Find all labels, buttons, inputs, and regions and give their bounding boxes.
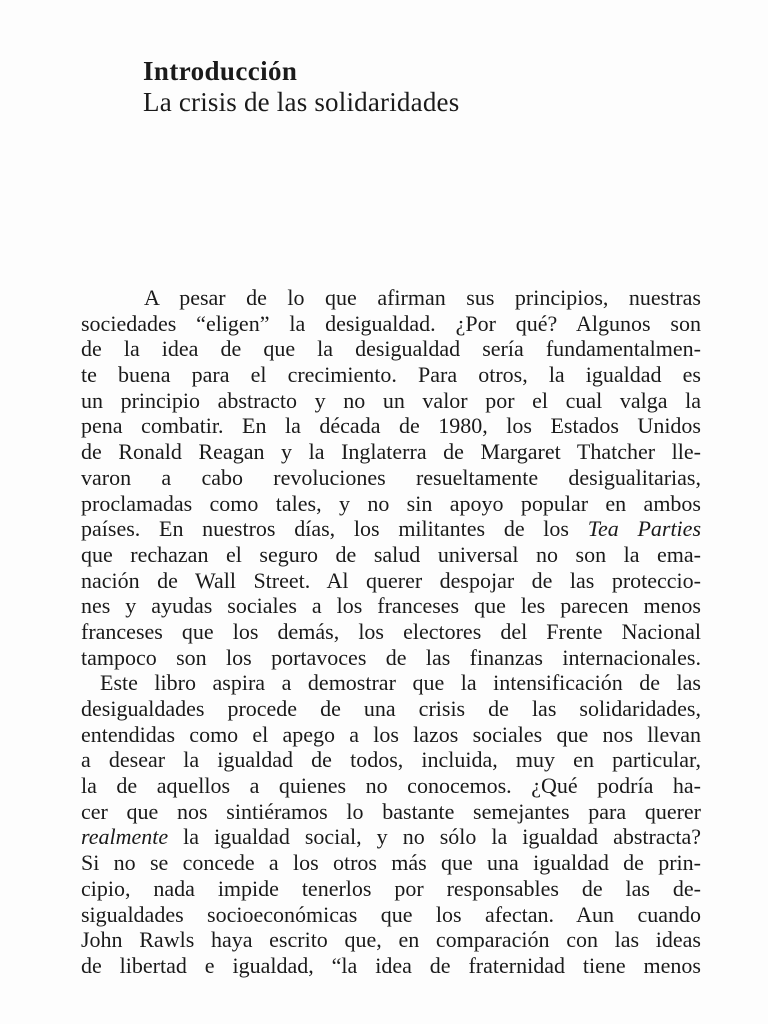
text-line: te buena para el crecimiento. Para otros, la igualdad es bbox=[81, 362, 701, 388]
text-line: que rechazan el seguro de salud universal no son la ema- bbox=[81, 541, 701, 567]
body-text bbox=[81, 285, 701, 979]
text-segment: la igualdad social, y no sólo la igualdad abstracta? bbox=[168, 824, 701, 850]
text-line: A pesar de lo que afirman sus principios, nuestras bbox=[144, 285, 701, 310]
italic-phrase: Tea Parties bbox=[587, 516, 701, 542]
text-line: tampoco son los portavoces de las finanzas internacionales. bbox=[81, 644, 701, 670]
text-line: proclamadas como tales, y no sin apoyo popular en ambos bbox=[81, 490, 701, 516]
text-line: cer que nos sintiéramos lo bastante semejantes para querer bbox=[81, 798, 701, 824]
text-line: John Rawls haya escrito que, en comparación con las ideas bbox=[81, 927, 701, 953]
text-line: Este libro aspira a demostrar que la intensificación de las bbox=[100, 670, 701, 696]
text-line bbox=[81, 516, 701, 542]
text-line: de libertad e igualdad, “la idea de fraternidad tiene menos bbox=[81, 952, 701, 978]
chapter-title: La crisis de las solidaridades bbox=[143, 87, 460, 117]
chapter-heading bbox=[143, 56, 703, 118]
text-line bbox=[81, 824, 701, 850]
text-line: de Ronald Reagan y la Inglaterra de Margaret Thatcher lle- bbox=[81, 439, 701, 465]
text-line: la de aquellos a quienes no conocemos. ¿Qué podría ha- bbox=[81, 773, 701, 799]
text-line: nes y ayudas sociales a los franceses que les parecen menos bbox=[81, 593, 701, 619]
text-line: franceses que los demás, los electores del Frente Nacional bbox=[81, 618, 701, 644]
text-line: nación de Wall Street. Al querer despojar de las proteccio- bbox=[81, 567, 701, 593]
text-line: Si no se concede a los otros más que una igualdad de prin- bbox=[81, 850, 701, 876]
text-line: un principio abstracto y no un valor por el cual valga la bbox=[81, 387, 701, 413]
text-line: a desear la igualdad de todos, incluida, muy en particular, bbox=[81, 747, 701, 773]
text-line: varon a cabo revoluciones resueltamente desigualitarias, bbox=[81, 464, 701, 490]
text-line: sociedades “eligen” la desigualdad. ¿Por qué? Algunos son bbox=[81, 310, 701, 336]
text-line: pena combatir. En la década de 1980, los Estados Unidos bbox=[81, 413, 701, 439]
chapter-label: Introducción bbox=[143, 56, 298, 86]
text-line: sigualdades socioeconómicas que los afectan. Aun cuando bbox=[81, 901, 701, 927]
text-line: desigualdades procede de una crisis de las solidaridades, bbox=[81, 696, 701, 721]
text-line: cipio, nada impide tenerlos por responsables de las de- bbox=[81, 875, 701, 901]
text-segment: países. En nuestros días, los militantes de los bbox=[81, 516, 588, 542]
text-line: entendidas como el apego a los lazos sociales que nos llevan bbox=[81, 721, 701, 747]
text-line: de la idea de que la desigualdad sería fundamentalmen- bbox=[81, 336, 701, 362]
italic-word: realmente bbox=[81, 824, 169, 850]
